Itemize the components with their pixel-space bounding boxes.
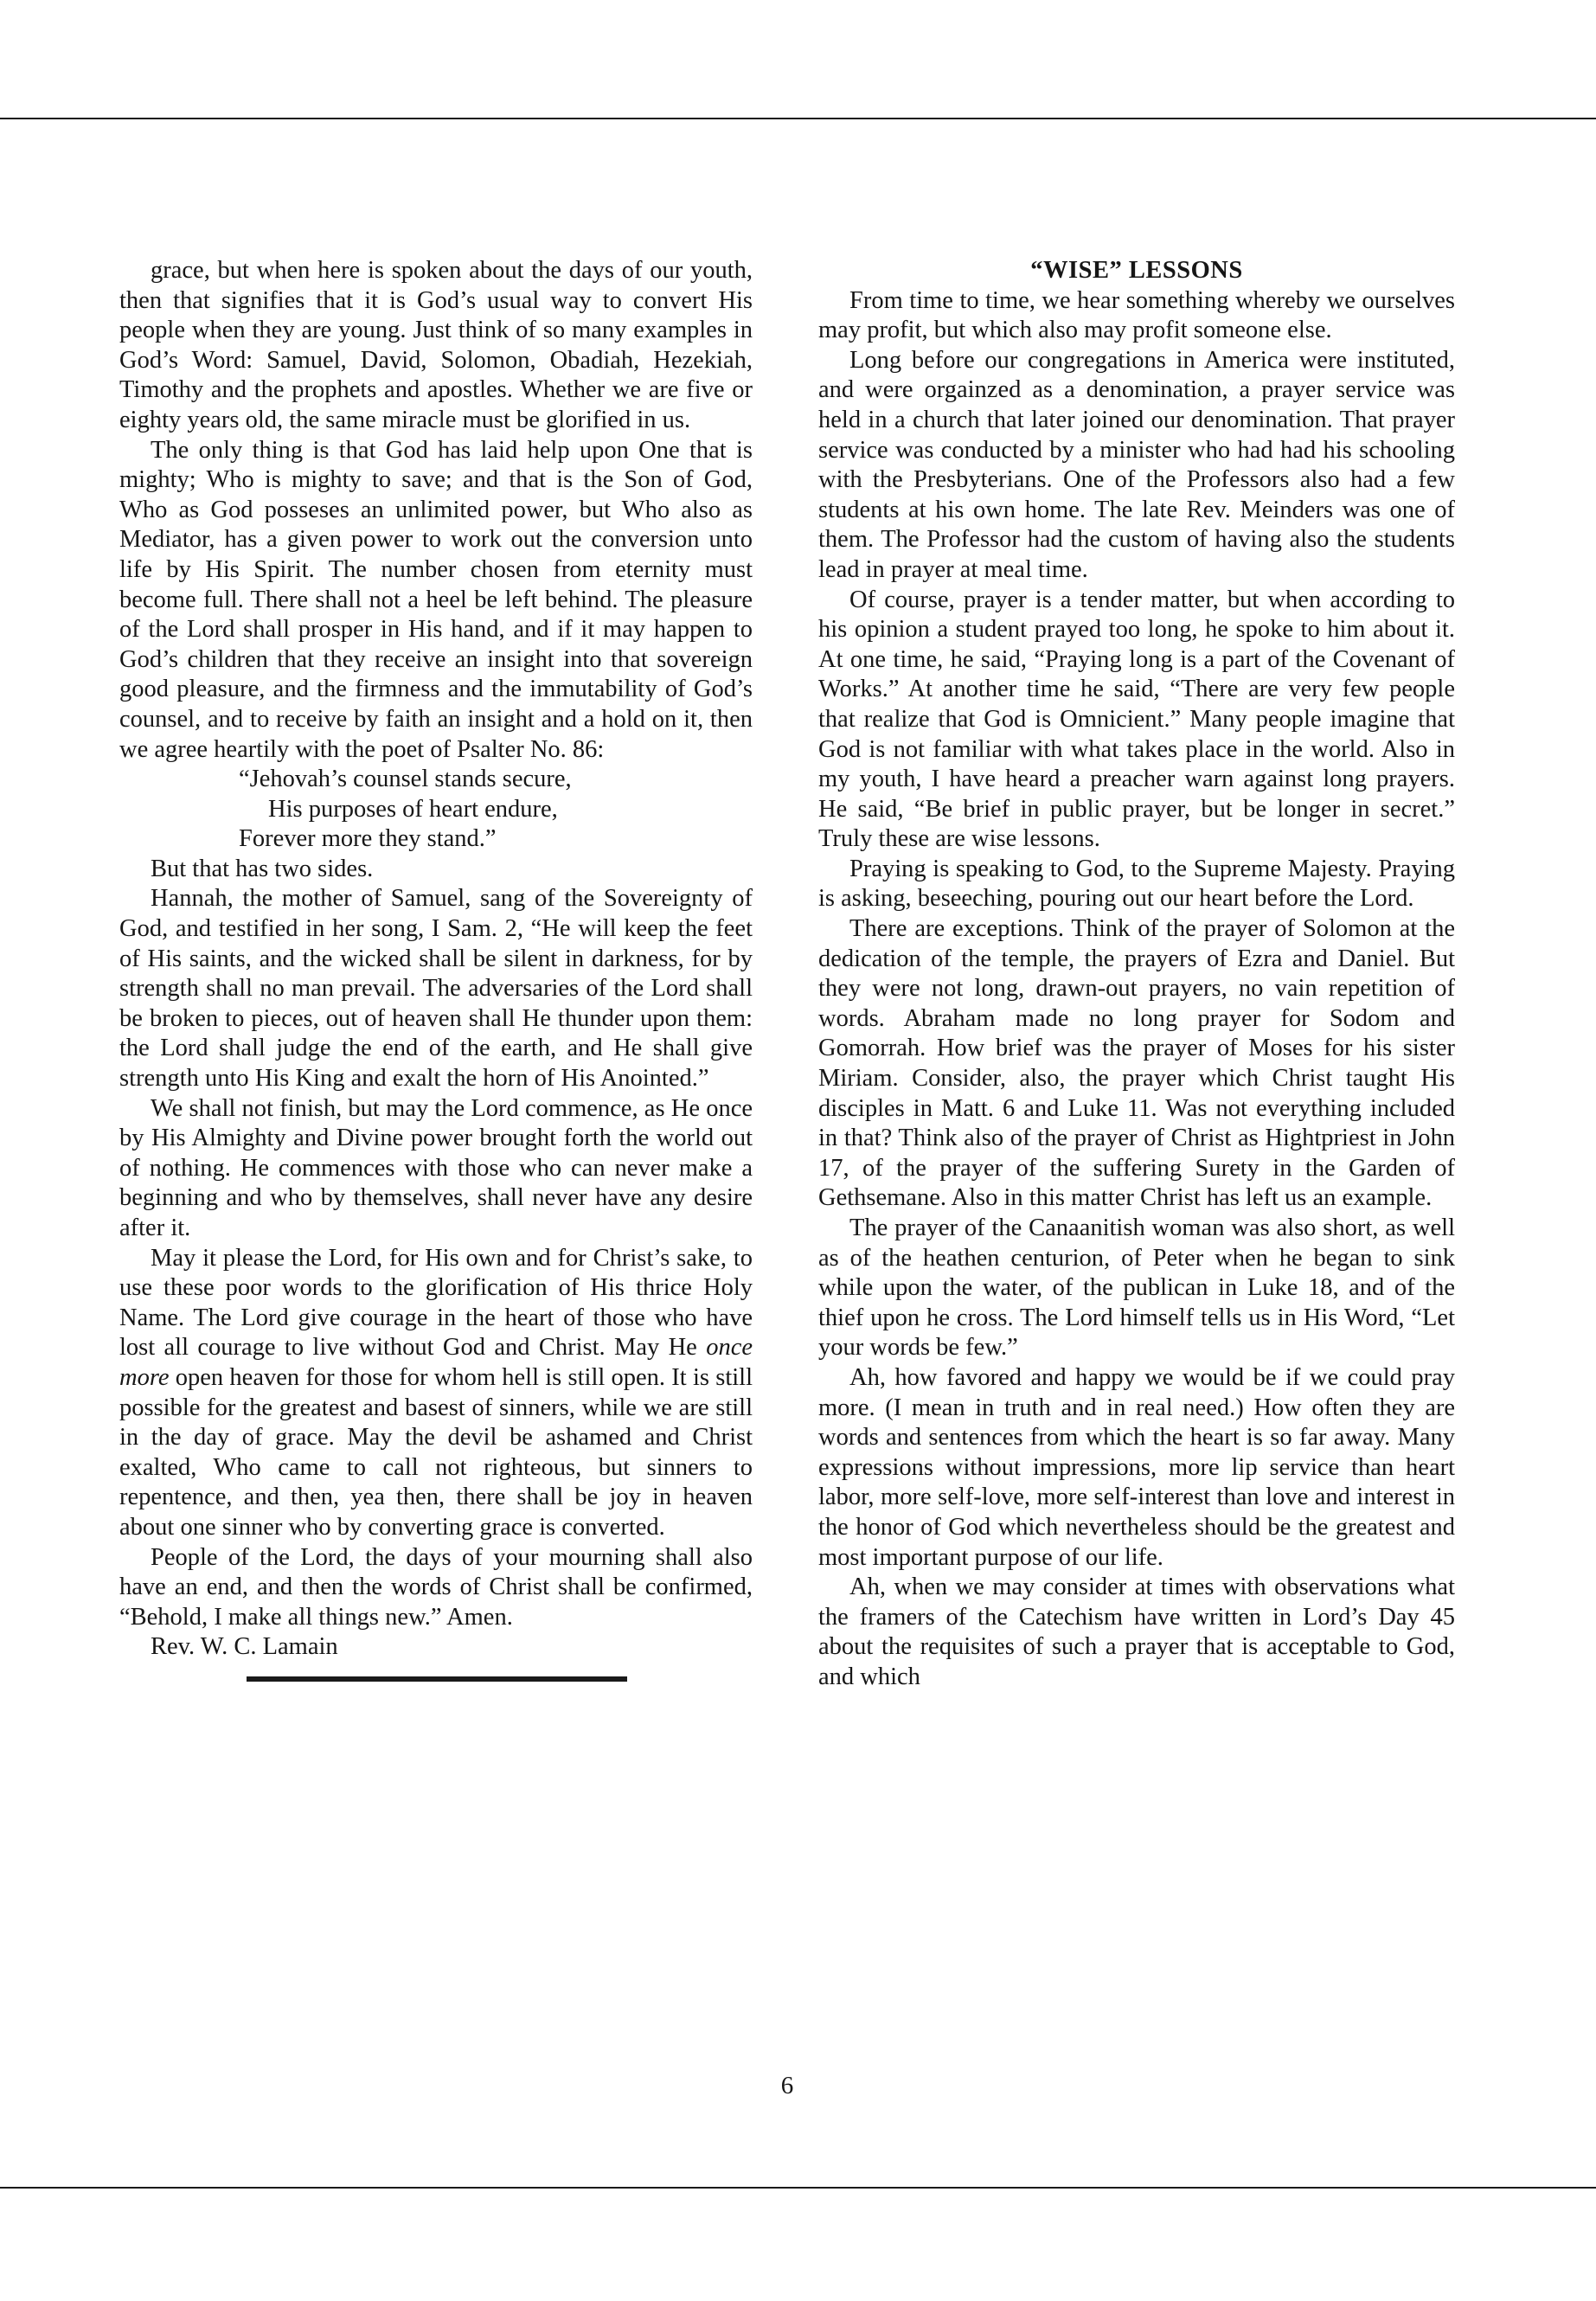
- text-run: open heaven for those for whom hell is still open. It is still possible for the greatest and basest of sinners, while we are still in the day of grace. May the devil be ashamed and Christ exalted, Who came to call not righteous, but sinners to repentence, and then, yea then, there shall be joy in heaven about one sinner who by converting grace is converted.: [119, 1363, 753, 1541]
- paragraph: People of the Lord, the days of your mourning shall also have an end, and then the words of Christ shall be confirmed, “Behold, I make all things new.” Amen.: [119, 1543, 753, 1631]
- paragraph: We shall not finish, but may the Lord commence, as He once by His Almighty and Divine power brought forth the world out of nothing. He commences with those who can never make a beginning and who by themselves, shall never have any desire after it.: [119, 1094, 753, 1241]
- right-column: [818, 256, 1455, 1693]
- verse-line: Forever more they stand.”: [239, 825, 497, 853]
- paragraph: Ah, when we may consider at times with observations what the framers of the Catechism have written in Lord’s Day 45 about the requisites of such a prayer that is acceptable to God, and which: [818, 1574, 1455, 1690]
- left-column: [119, 256, 753, 1682]
- author-signature: Rev. W. C. Lamain: [151, 1633, 338, 1661]
- paragraph: Of course, prayer is a tender matter, but when according to his opinion a student prayed too long, he spoke to him about it. At one time, he said, “Praying long is a part of the Covenant of Works.” At another time he said, “There are very few people that realize that God is Omnicient.” Many people imagine that God is not familiar with what takes place in the world. Also in my youth, I have heard a preacher warn against long prayers. He said, “Be brief in public prayer, but be longer in secret.” Truly these are wise lessons.: [818, 586, 1455, 853]
- verse-line: His purposes of heart endure,: [268, 795, 558, 823]
- paragraph: Hannah, the mother of Samuel, sang of the Sovereignty of God, and testified in her song, I Sam. 2, “He will keep the feet of His saints, and the wicked shall be silent in darkness, for by strength shall no man prevail. The adversaries of the Lord shall be broken to pieces, out of heaven shall He thunder upon them: the Lord shall judge the end of the earth, and He shall give strength unto His King and exalt the horn of His Anointed.”: [119, 885, 753, 1093]
- paragraph: There are exceptions. Think of the prayer of Solomon at the dedication of the temple, the prayers of Ezra and Daniel. But they were not long, drawn-out prayers, no vain repetition of words. Abraham made no long prayer for Sodom and Gomorrah. How brief was the prayer of Moses for his sister Miriam. Consider, also, the prayer which Christ taught His disciples in Matt. 6 and Luke 11. Was not everything included in that? Think also of the prayer of Christ as Hightpriest in John 17, of the prayer of the suffering Surety in the Garden of Gethsemane. Also in this matter Christ has left us an example.: [818, 915, 1455, 1212]
- paragraph: [119, 1244, 753, 1543]
- bottom-rule: [0, 2187, 1596, 2189]
- paragraph: Long before our congregations in America were instituted, and were orgainzed as a denomination, a prayer service was held in a church that later joined our denomination. That prayer service was conducted by a minister who had had his schooling with the Presbyterians. One of the Professors also had a few students at his own home. The late Rev. Meinders was one of them. The Professor had the custom of having also the students lead in prayer at meal time.: [818, 346, 1455, 583]
- paragraph: But that has two sides.: [151, 855, 374, 882]
- page-number: 6: [780, 2072, 794, 2099]
- italic-text: once more: [119, 1334, 753, 1391]
- section-divider: [247, 1676, 627, 1682]
- paragraph: grace, but when here is spoken about the days of our youth, then that signifies that it is God’s usual way to convert His people when they are young. Just think of so many examples in God’s Word: Samuel, David, Solomon, Obadiah, Hezekiah, Timothy and the prophets and apostles. Whether we are five or eighty years old, the same miracle must be glorified in us.: [119, 257, 753, 433]
- paragraph: The prayer of the Canaanitish woman was also short, as well as of the heathen centurion, of Peter when he began to sink while upon the water, of the publican in Luke 18, and of the thief upon he cross. The Lord himself tells us in His Word, “Let your words be few.”: [818, 1215, 1455, 1362]
- paragraph: Ah, how favored and happy we would be if we could pray more. (I mean in truth and in real need.) How often they are words and sentences from which the heart is so far away. Many expressions without impressions, more lip service than heart labor, more self-love, more self-interest than love and interest in the honor of God which nevertheless should be the greatest and most important purpose of our life.: [818, 1363, 1455, 1571]
- paragraph: Praying is speaking to God, to the Supreme Majesty. Praying is asking, beseeching, pouring out our heart before the Lord.: [818, 855, 1455, 913]
- paragraph: The only thing is that God has laid help upon One that is mighty; Who is mighty to save; and that is the Son of God, Who as God posseses an unlimited power, but Who also as Mediator, has a given power to work out the conversion unto life by His Spirit. The number chosen from eternity must become full. There shall not a heel be left behind. The pleasure of the Lord shall prosper in His hand, and if it may happen to God’s children that they receive an insight into that sovereign good pleasure, and the firmness and the immutability of God’s counsel, and to receive by faith an insight and a hold on it, then we agree heartily with the poet of Psalter No. 86:: [119, 436, 753, 763]
- verse-line: “Jehovah’s counsel stands secure,: [239, 766, 572, 793]
- article-heading: “WISE” LESSONS: [1030, 257, 1243, 284]
- top-rule: [0, 118, 1596, 119]
- paragraph: From time to time, we hear something whereby we ourselves may profit, but which also may profit someone else.: [818, 286, 1455, 344]
- text-run: May it please the Lord, for His own and for Christ’s sake, to use these poor words to the glorification of His thrice Holy Name. The Lord give courage in the heart of those who have lost all courage to live without God and Christ. May He: [119, 1244, 753, 1362]
- psalter-verse: [119, 765, 753, 855]
